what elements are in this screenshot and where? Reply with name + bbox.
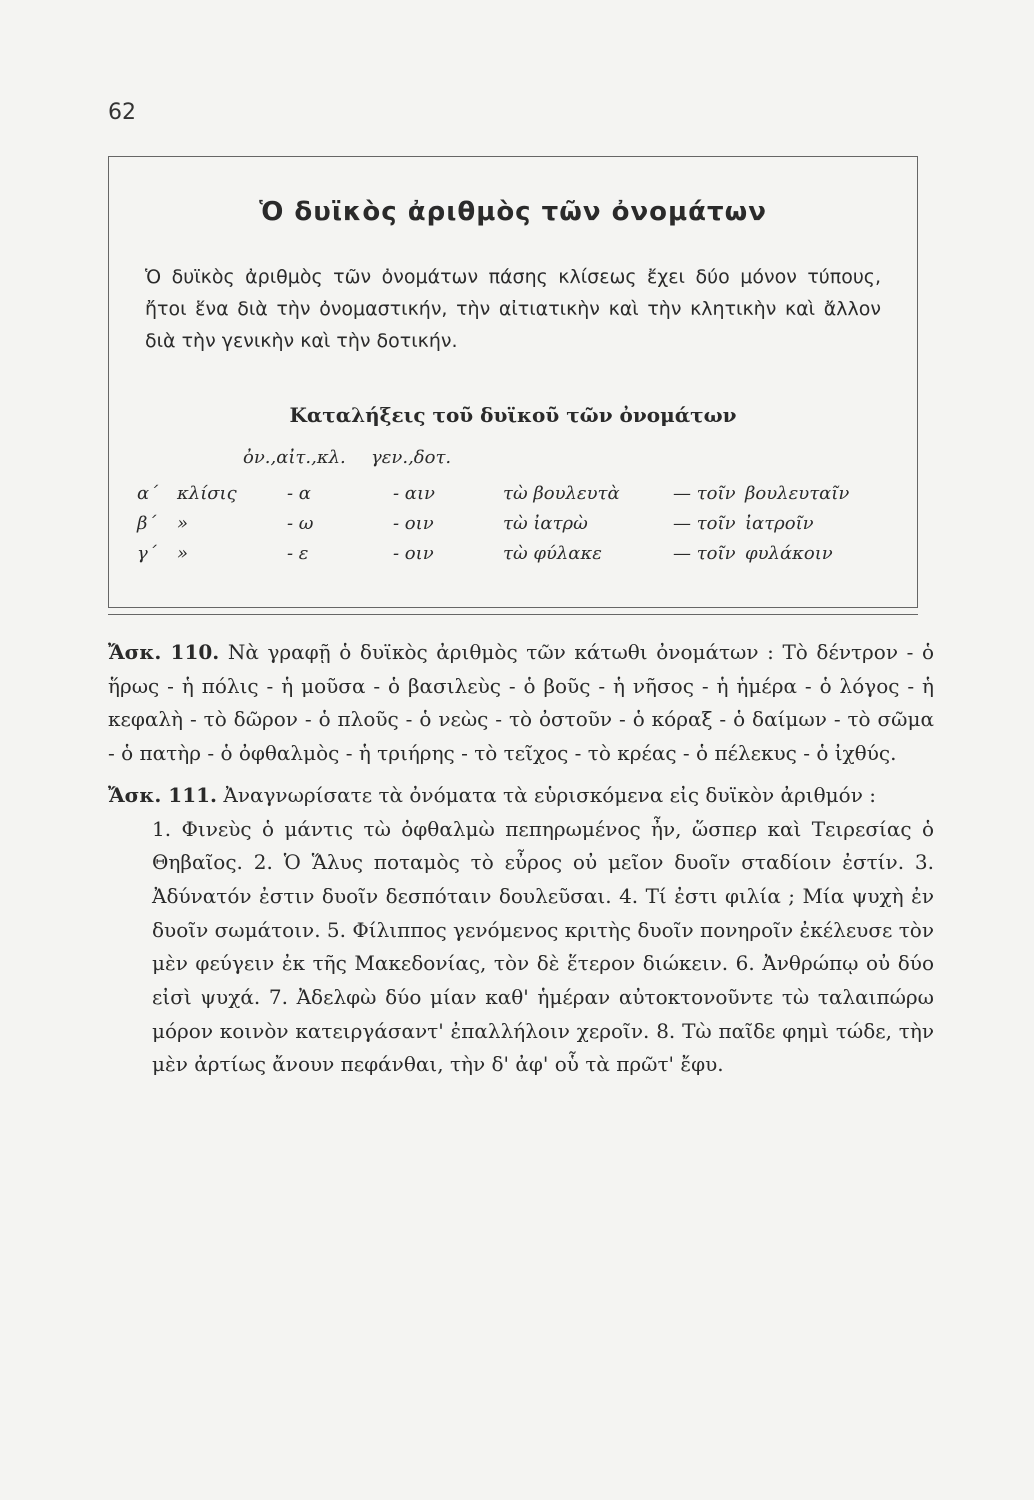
row-2-example-2: ἰατροῖν [745, 513, 814, 534]
row-3-ending-1: - ε [287, 543, 309, 564]
row-2-num: β΄ [137, 513, 157, 534]
box-title: Ὁ δυϊκὸς ἀριθμὸς τῶν ὀνομάτων [259, 197, 767, 227]
row-3-example-2: φυλάκοιν [745, 543, 833, 564]
table-title: Καταλήξεις τοῦ δυϊκοῦ τῶν ὀνομάτων [289, 403, 737, 427]
box-divider [108, 614, 918, 615]
endings-table [109, 447, 919, 597]
row-1-num: α΄ [137, 483, 159, 504]
header-cases-1: ὀν.,αἰτ.,κλ. [243, 447, 346, 468]
row-2-article: — τοῖν [673, 513, 736, 534]
exercise-110-label: Ἄσκ. 110. [108, 640, 220, 664]
row-2-name: » [177, 513, 189, 534]
row-2-ending-2: - οιν [393, 513, 434, 534]
row-3-article: — τοῖν [673, 543, 736, 564]
box-intro: Ὁ δυϊκὸς ἀριθμὸς τῶν ὀνομάτων πάσης κλίσεως ἔχει δύο μόνον τύπους, ἤτοι ἕνα διὰ τὴν ὀνομαστικήν, τὴν αἰτιατικὴν καὶ τὴν κλητικὴν καὶ ἄλλον διὰ τὴν γενικὴν καὶ τὴν δοτικήν. [145, 266, 881, 352]
row-2-example-1: τὼ ἰατρὼ [503, 513, 588, 534]
row-3-ending-2: - οιν [393, 543, 434, 564]
row-3-name: » [177, 543, 189, 564]
row-3-num: γ΄ [137, 543, 157, 564]
row-1-example-2: βουλευταῖν [745, 483, 850, 504]
exercise-110 [108, 636, 934, 771]
row-1-article: — τοῖν [673, 483, 736, 504]
row-1-name: κλίσις [177, 483, 237, 504]
exercise-111-label: Ἄσκ. 111. [108, 782, 218, 807]
grammar-box [108, 156, 918, 608]
row-1-example-1: τὼ βουλευτὰ [503, 483, 620, 504]
page-number: 62 [108, 100, 136, 125]
row-3-example-1: τὼ φύλακε [503, 543, 602, 564]
header-cases-2: γεν.,δοτ. [371, 447, 452, 468]
exercise-111-text: Ἀναγνωρίσατε τὰ ὀνόματα τὰ εὑρισκόμενα εἰς δυϊκὸν ἀριθμόν : [223, 782, 876, 807]
row-1-ending-2: - αιν [393, 483, 435, 504]
exercise-111 [108, 779, 934, 813]
row-2-ending-1: - ω [287, 513, 314, 534]
row-1-ending-1: - α [287, 483, 311, 504]
exercise-110-text: Νὰ γραφῇ ὁ δυϊκὸς ἀριθμὸς τῶν κάτωθι ὀνομάτων : Τὸ δέντρον - ὁ ἥρως - ἡ πόλις - ἡ μοῦσα - ὁ βασιλεὺς - ὁ βοῦς - ἡ νῆσος - ἡ ἡμέρα - ὁ λόγος - ἡ κεφαλὴ - τὸ δῶρον - ὁ πλοῦς - ὁ νεὼς - τὸ ὀστοῦν - ὁ κόραξ - ὁ δαίμων - τὸ σῶμα - ὁ πατὴρ - ὁ ὀφθαλμὸς - ἡ τριήρης - τὸ τεῖχος - τὸ κρέας - ὁ πέλεκυς - ὁ ἰχθύς. [108, 640, 935, 766]
exercises [108, 636, 934, 1082]
exercise-111-body: 1. Φινεὺς ὁ μάντις τὼ ὀφθαλμὼ πεπηρωμένος ἦν, ὥσπερ καὶ Τειρεσίας ὁ Θηβαῖος. 2. Ὁ Ἅλυς ποταμὸς τὸ εὖρος οὐ μεῖον δυοῖν σταδίοιν ἐστίν. 3. Ἀδύνατόν ἐστιν δυοῖν δεσπόταιν δουλεῦσαι. 4. Τί ἐστι φιλία ; Μία ψυχὴ ἐν δυοῖν σωμάτοιν. 5. Φίλιππος γενόμενος κριτὴς δυοῖν πονηροῖν ἐκέλευσε τὸν μὲν φεύγειν ἐκ τῆς Μακεδονίας, τὸν δὲ ἕτερον διώκειν. 6. Ἀνθρώπῳ οὐ δύο εἰσὶ ψυχά. 7. Ἀδελφὼ δύο μίαν καθ' ἡμέραν αὐτοκτονοῦντε τὼ ταλαιπώρω μόρον κοινὸν κατειργάσαντ' ἐπαλλήλοιν χεροῖν. 8. Τὼ παῖδε φημὶ τώδε, τὴν μὲν ἀρτίως ἄνουν πεφάνθαι, τὴν δ' ἀφ' οὗ τὰ πρῶτ' ἔφυ. [152, 816, 934, 1077]
